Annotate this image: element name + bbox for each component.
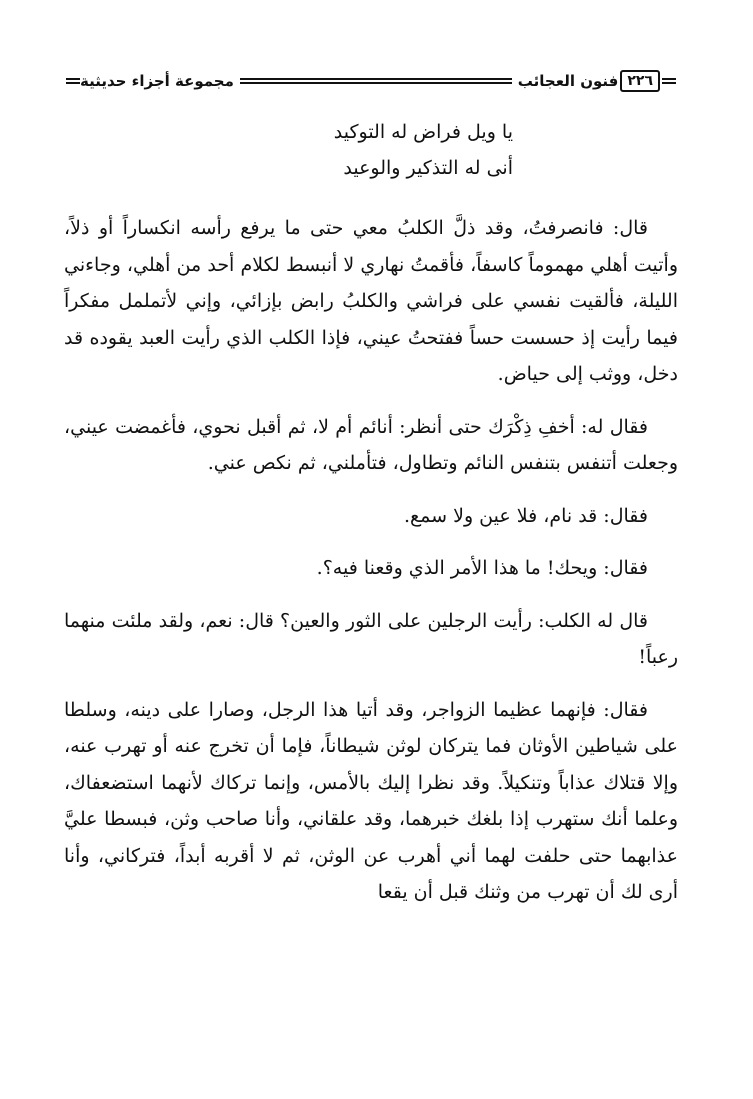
- poem-verses: [334, 114, 513, 186]
- paragraph: قال له الكلب: رأيت الرجلين على الثور والعين؟ قال: نعم، ولقد ملئت منهما رعباً!: [64, 609, 678, 668]
- series-title: مجموعة أجزاء حديثية: [80, 72, 234, 90]
- verse-line: أنى له التذكير والوعيد: [343, 157, 513, 179]
- page-number: ٢٢٦: [620, 70, 660, 92]
- header-rule-right: [662, 78, 676, 84]
- running-header: [66, 68, 676, 94]
- paragraph: فقال: قد نام، فلا عين ولا سمع.: [404, 504, 648, 527]
- book-title: فنون العجائب: [517, 72, 619, 90]
- paragraph: قال: فانصرفتُ، وقد ذلَّ الكلبُ معي حتى ما يرفع رأسه انكساراً أو ذلاً، وأتيت أهلي مهموماً كاسفاً، فأقمتُ نهاري لا أنبسط لكلام أحد من أهلي، وجاءني الليلة، فألقيت نفسي على فراشي والكلبُ رابض بإزائي، وإني لأتململ مفكراً فيما رأيت إذ حسست حساً ففتحتُ عيني، فإذا الكلب الذي رأيت العبد يقوده قد دخل، ووثب إلى حياض.: [64, 217, 678, 385]
- body-text: [64, 210, 678, 927]
- paragraph: فقال: فإنهما عظيما الزواجر، وقد أتيا هذا الرجل، وصارا على دينه، وسلطا على شياطين الأوثان فما يتركان لوثن شيطاناً، فإما أن تخرج عنه أو تهرب عنه، وإلا قتلاك عذاباً وتنكيلاً. وقد نظرا إليك بالأمس، وإنما تركاك لأنهما استضعفاك، وعلما أنك ستهرب إذا بلغك خبرهما، وقد علقاني، وأنا صاحب وثن، فبسطا عليَّ عذابهما حتى حلفت لهما أني أهرب عن الوثن، ثم لا أقربه أبداً، فتركاني، وأنا أرى لك أن تهرب من وثنك قبل أن يقعا: [64, 698, 678, 903]
- header-rule-left: [66, 78, 80, 84]
- verse-line: يا ويل فراض له التوكيد: [333, 121, 513, 143]
- header-rule-middle: [240, 78, 512, 84]
- paragraph: فقال له: أخفِ ذِكْرَك حتى أنظر: أنائم أم لا، ثم أقبل نحوي، فأغمضت عيني، وجعلت أتنفس بتنفس النائم وتطاول، فتأملني، ثم نكص عني.: [64, 415, 678, 474]
- paragraph: فقال: ويحك! ما هذا الأمر الذي وقعنا فيه؟.: [316, 557, 648, 579]
